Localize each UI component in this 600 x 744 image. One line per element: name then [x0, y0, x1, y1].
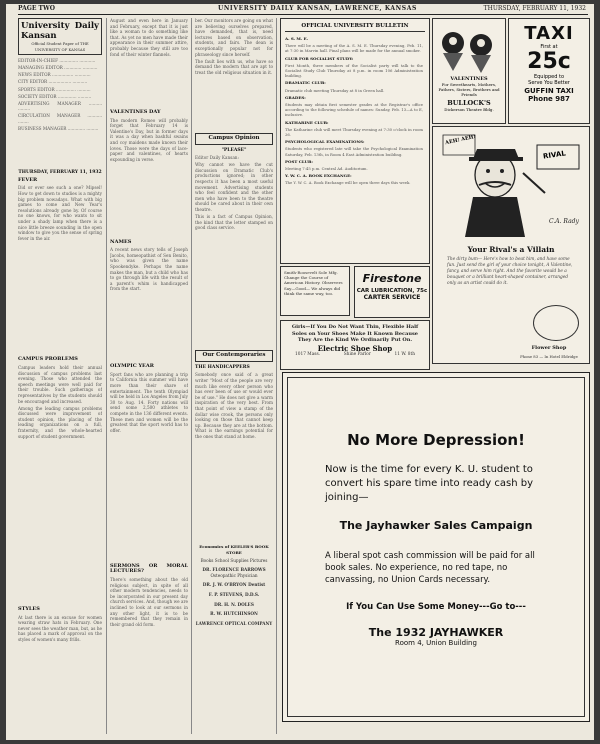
rival-body: The dirty bum— Here's how to beat him, and have some fun. Just send the girl of your choice tonight, A Valentine, fancy, and serve him right. And the favorite would be a bouquet or a brilliant heart-shaped container, arranged only as an artist could do it.: [447, 257, 573, 286]
bulletin-item: GRADES:: [285, 94, 306, 100]
staff-listing: EDITOR-IN-CHIEF .............. ............ MANAGING EDITOR ............. ........... NEWS EDITOR ................ ............ CITY EDITOR ................. ........... SPORTS EDITOR ............... .......... SOCIETY EDITOR .............. .......... ADVERTISING MANAGER .......... ......... CIRCULATION MANAGER ........... ........ BUSINESS MANAGER ............. .........: [18, 58, 102, 132]
styles-article: At last there is an excuse for women wearing straw hats in February. One never sees the weather man, but, as he has placed a mark of approval on the styles of women's many frills.: [18, 614, 102, 642]
masthead: [18, 18, 102, 55]
cartoon-bubble-1: AEH! AEH!: [444, 133, 477, 147]
column-3: [195, 18, 273, 736]
bulletin-item: DRAMATIC CLUB:: [285, 80, 326, 86]
bulletin-item: POST CLUB:: [285, 158, 313, 164]
opinion-letter: Editor Daily Kansan: Why cannot we have the cut discussion on Dramatic Club's productions ignored; in other respects it has been a most useful movement. Advertising students who feel confident and the other men who have been to the theatre should be cared about in their own theatre. This is a fact of Campus Opinion, the kind that the letter stamped on good class service.: [195, 155, 273, 231]
styles-heading: STYLES: [18, 605, 40, 612]
directory-line-4: DR. J. W. O'BRYON Dentist: [202, 582, 266, 588]
directory-line-2: DR. FLORENCE BARROWS: [202, 567, 266, 573]
smith-text: Smith-Roosevelt Sole Mfg. Change the Course of American History. Observers Say—Good— We always did think the same way, too.: [284, 270, 343, 296]
shoe-addr-1: 1017 Mass.: [295, 352, 321, 357]
jayhawker-body-2: A liberal spot cash commission will be paid for all book sales. No experience, no red tape, no canvassing, no Union Cards necessary.: [325, 551, 535, 585]
sermons-article: There's something about the old religious subject, in spite of all other modern tendencies, needs to be incorporated in our present day church services. And, though we are inclined to look at our sermons in any other light, it is to be remembered that they remain in their grand old form.: [110, 576, 188, 627]
column-divider: [191, 18, 192, 734]
business-directory: [195, 544, 273, 626]
column-divider: [106, 18, 107, 734]
florist-name: Flower Shop: [531, 345, 567, 351]
jayhawker-headline: No More Depression!: [347, 431, 525, 449]
directory-title: Economics of KEELER'S BOOK STORE: [199, 544, 269, 555]
shoe-shop-address: [281, 352, 429, 359]
directory-line-8: LAWRENCE OPTICAL COMPANY: [195, 620, 273, 626]
taxi-line-1: First at: [540, 44, 558, 50]
editorial-continued: August and even here in January and February, except that it is just like a woman to do something like that. As yet no men have made their appearance in their summer attire, probably because they still are too fond of their winter flannels.: [110, 18, 188, 57]
valentines-store: BULLOCK'S: [447, 99, 491, 107]
fever-heading: FEVER: [18, 176, 38, 183]
rival-ad: [432, 126, 590, 364]
campus-opinion-title: Campus Opinion: [195, 133, 273, 145]
paper-title: UNIVERSITY DAILY KANSAN, LAWRENCE, KANSAS: [218, 5, 417, 12]
shoe-addr-3: 11 W. 8th: [394, 352, 415, 357]
header-date: THURSDAY, FEBRUARY 11, 1932: [483, 5, 586, 12]
shoe-addr-2: Shine Parlor: [343, 352, 371, 357]
smith-ad: [280, 266, 350, 316]
bulletin-item: KATHARINE CLUB:: [285, 119, 329, 125]
university-bulletin: [280, 18, 430, 264]
shoe-shop-name: Electric Shoe Shop: [317, 343, 393, 353]
column-3-continued: ber. Our monitors are going on what are believing ourselves prepared, have demanded, that is, need lectures based on observation, students, and fairs. The dean is exceptionally popular not for phraseology since herself. The fault lies with us, who have so demand the modern that are apt to treat the old religious situation in it.: [195, 18, 273, 75]
jayhawker-campaign: The Jayhawker Sales Campaign: [339, 519, 533, 532]
taxi-price: 25c: [527, 49, 571, 74]
jayhawker-cta: If You Can Use Some Money---Go to---: [346, 602, 526, 612]
valentines-store-sub: Dickerson Theatre Bldg.: [444, 107, 494, 112]
header-rule: [18, 14, 588, 15]
jayhawker-ad: [282, 372, 590, 722]
directory-line-6: DR. H. N. DOLES: [214, 601, 254, 607]
firestone-ad: [354, 266, 430, 318]
firestone-line-2: CARTER SERVICE: [363, 294, 421, 301]
taxi-company: GUFFIN TAXI: [524, 87, 574, 95]
names-heading: NAMES: [110, 238, 132, 245]
shoe-shop-text: Girls—If You Do Not Want Thin, Flexible Half Soles on Your Shoes Make It Known Because They Are the Kind We Ordinarily Put On.: [291, 324, 419, 343]
directory-line-5: F. P. STEVENS, D.D.S.: [208, 591, 260, 597]
opinion-subtitle: "PLEASE": [221, 147, 247, 153]
contemporaries-article: Somebody once said of a great writer "Most of the people are very much like every other person who has ever been of use or would ever be of use." He does not give a warm inspiration of the very best. From that point of view a stamp of the dollar wise crook, the persons only looking on those that cannot keep up. Because they are at the bottom. What is the earnings potential for the ones that stand at home.: [195, 372, 273, 439]
newspaper-page: [6, 4, 594, 740]
taxi-title: TAXI: [524, 23, 574, 44]
masthead-name: University Daily Kansan: [21, 21, 99, 41]
taxi-line-2: Equipped to: [533, 74, 565, 80]
edition-date: THURSDAY, FEBRUARY 11, 1932: [18, 170, 102, 176]
page-label: PAGE TWO: [18, 5, 55, 12]
valentines-heading: VALENTINES DAY: [110, 109, 161, 115]
olympic-article: Sport fans who are planning a trip to California this summer will have more than their share of entertainment. The tenth Olympiad will be held in Los Angeles from July 30 to Aug. 14. Forty nations will send some 2,500 athletes to compete in the 136 different events. These men and women will be the greatest that the sport world has to offer.: [110, 371, 188, 433]
valentines-ad: [432, 18, 506, 124]
valentines-title: VALENTINES: [450, 76, 488, 82]
directory-line-1: Books School Supplies Pictures: [200, 557, 268, 563]
bulletin-item: Y. W. C. A. BOOK EXCHANGE:: [285, 173, 352, 179]
directory-line-7: R. W. HUTCHINSON: [210, 611, 258, 617]
bulletin-item: A. S. M. E.: [285, 36, 309, 41]
valentine-illustration: [433, 19, 505, 75]
bulletin-item: CLUB FOR SOCIALIST STUDY:: [285, 55, 354, 61]
column-1: [18, 18, 102, 736]
bulletin-item: PSYCHOLOGICAL EXAMINATIONS:: [285, 139, 365, 145]
column-divider: [276, 18, 277, 734]
bulletin-title: OFFICIAL UNIVERSITY BULLETIN: [301, 23, 409, 29]
florist-phone: Phone 83 — In Hotel Eldridge: [520, 354, 578, 359]
bulletin-items: A. S. M. E. There will be a meeting of the A. S. M. E. Thursday evening, Feb. 11, at 7:30 in Marvin hall. Final plans will be made for the annual smoker. CLUB FOR SOCIALIST STUDY: First Month, three members of the Socialist party will talk to the Socialist Study Club Thursday at 8 p.m. in room 106 Administration building. DRAMATIC CLUB: Dramatic club meeting Thursday at 8 in Green hall. GRADES: Students may obtain first semester grades at the Registrar's office according to the following schedule of names: Sunday, Feb. 13—A to E, inclusive. KATHARINE CLUB: The Katharine club will meet Thursday evening at 7:30 o'clock in room 26. PSYCHOLOGICAL EXAMINATIONS: Students who registered late will take the Psychological Examination Saturday, Feb. 13th, in Room 4 East Administration building. POST CLUB: Meeting 7:45 p.m. Central Ad. Auditorium. Y. W. C. A. BOOK EXCHANGE: The Y. W. C. A. Book Exchange will be open three days this week.: [285, 36, 423, 186]
directory-line-3: Osteopathic Physician: [210, 572, 258, 578]
rival-title: Your Rival's a Villain: [467, 245, 555, 254]
florist-logo: [533, 305, 579, 341]
valentines-line: For Sweethearts, Mothers, Fathers, Sisters, Brothers and Friends: [438, 82, 500, 97]
campus-problems-article: Campus leaders hold their annual discussion of campus problems last evening. Those who attended the speech meetings were well paid for their trouble. Such gatherings of representatives by the students should be encouraged and increased. Among the leading campus problems discussed were improvement of student opinion, the placing of the leading organizations on a full, fraternity, and the whole-hearted support of student government.: [18, 364, 102, 439]
jayhawker-name: The 1932 JAYHAWKER: [368, 626, 504, 639]
masthead-subtitle: Official Student Paper of THE UNIVERSITY OF KANSAS: [31, 41, 89, 52]
taxi-line-3: Serve You Better: [528, 80, 570, 86]
sermons-heading: SERMONS OR MORAL LECTURES?: [110, 562, 188, 575]
cartoon-bubble-2: RIVAL: [542, 149, 567, 161]
handicappers-heading: THE HANDICAPPERS: [195, 364, 250, 370]
page-header: [18, 5, 586, 14]
olympic-heading: OLYMPIC YEAR: [110, 363, 154, 370]
taxi-phone: Phone 987: [528, 95, 570, 103]
firestone-brand: Firestone: [362, 272, 422, 285]
valentines-article: The modern Romeo will probably forget that February 14 is Valentine's Day, but in former days it was a day when bashful swains and coy maidens made known their loves. Those were the days of lace-paper and valentines, of hearts expounding in verse.: [110, 117, 188, 162]
shoe-shop-ad: [280, 320, 430, 370]
names-article: A recent news story tells of Joseph Jacobs, homeopathist of Sen Benito, who was given the name Spookendyke. Perhaps the name makes the man, but a child who has to go through life with the result of a parent's whim is handicapped from the start.: [110, 247, 188, 292]
column-2: [110, 18, 188, 736]
taxi-ad: [508, 18, 590, 124]
cartoon-signature: C.A. Rady: [549, 218, 579, 225]
jayhawker-room: Room 4, Union Building: [395, 639, 477, 647]
contemporaries-title: Our Contemporaries: [195, 350, 273, 362]
firestone-line-1: CAR LUBRICATION, 75c: [356, 288, 428, 294]
campus-problems-heading: CAMPUS PROBLEMS: [18, 356, 78, 363]
fever-article: Did or ever see such a one? Mipsel! How to get down to studies is a mighty big problem nowadays. What with big games to come and New Year's resolutions already gone by. Of course no one knows, for who wants to sit under a shady lamp when there is a nice little breeze sounding in the open window to give you the sense of spring fever in the air.: [18, 185, 102, 241]
jayhawker-body-1: Now is the time for every K. U. student to convert his spare time into ready cash by joining—: [325, 464, 533, 503]
